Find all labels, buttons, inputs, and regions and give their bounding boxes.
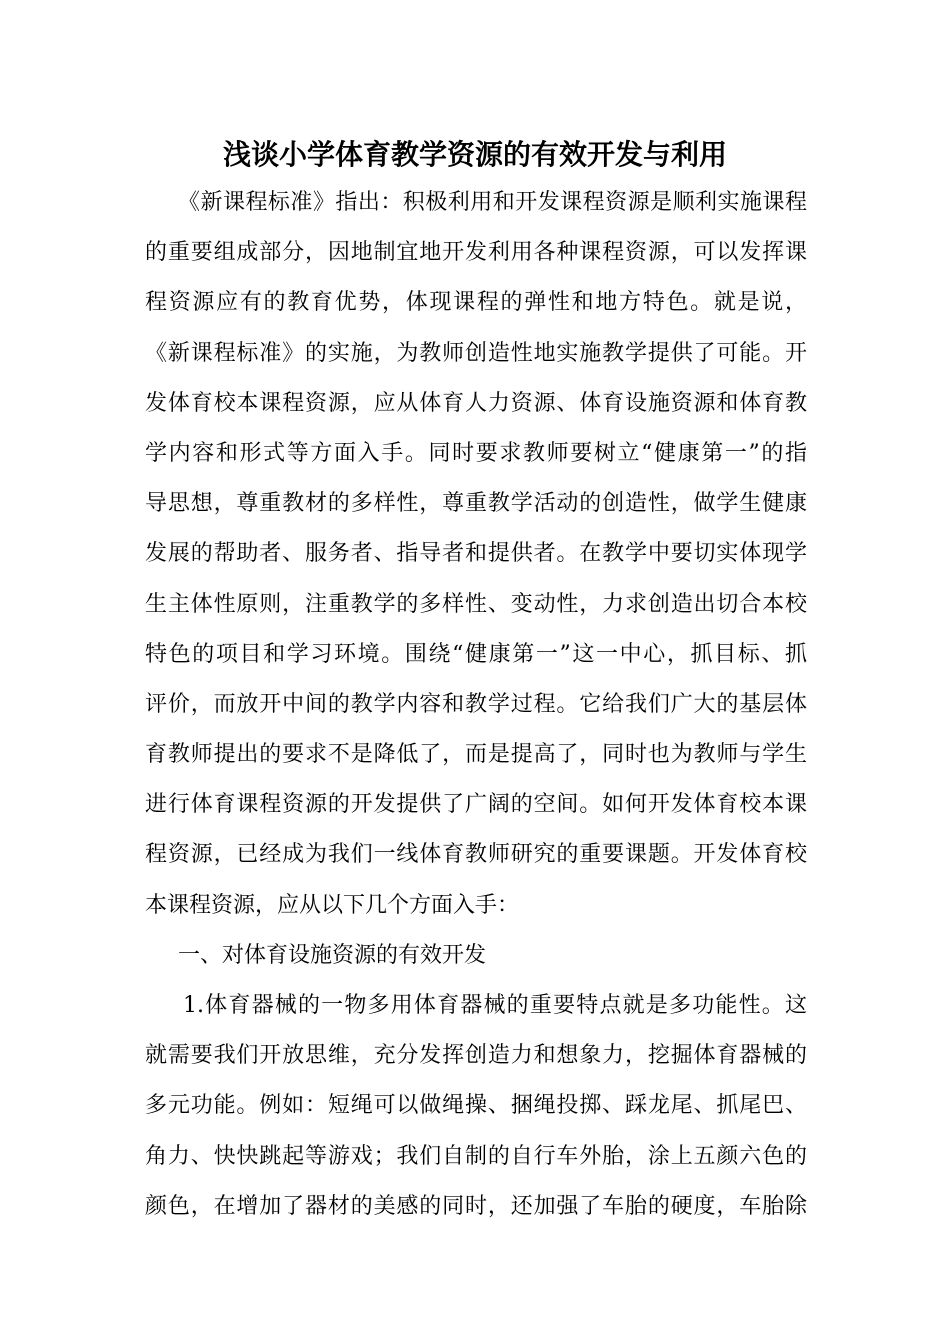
body-line: 本课程资源，应从以下几个方面入手： <box>145 892 520 918</box>
body-line: 《新课程标准》的实施，为教师创造性地实施教学提供了可能。开 <box>145 340 807 366</box>
body-line: 生主体性原则，注重教学的多样性、变动性，力求创造出切合本校 <box>145 591 807 617</box>
body-line: 导思想，尊重教材的多样性，尊重教学活动的创造性，做学生健康 <box>145 491 807 517</box>
body-line: 就需要我们开放思维，充分发挥创造力和想象力，挖掘体育器械的 <box>145 1043 807 1069</box>
body-line: 颜色，在增加了器材的美感的同时，还加强了车胎的硬度，车胎除 <box>145 1193 807 1219</box>
body-line: 的重要组成部分，因地制宜地开发利用各种课程资源，可以发挥课 <box>145 240 807 266</box>
document-title: 浅谈小学体育教学资源的有效开发与利用 <box>222 138 727 171</box>
body-line: 发体育校本课程资源，应从体育人力资源、体育设施资源和体育教 <box>145 390 807 416</box>
body-line: 《新课程标准》指出：积极利用和开发课程资源是顺利实施课程 <box>178 190 807 215</box>
body-line: 角力、快快跳起等游戏；我们自制的自行车外胎，涂上五颜六色的 <box>145 1143 807 1169</box>
body-line: 程资源应有的教育优势，体现课程的弹性和地方特色。就是说， <box>145 290 807 316</box>
body-line: 程资源，已经成为我们一线体育教师研究的重要课题。开发体育校 <box>145 842 807 868</box>
body-line: 特色的项目和学习环境。围绕“健康第一”这一中心，抓目标、抓 <box>145 641 807 667</box>
body-line: 评价，而放开中间的教学内容和教学过程。它给我们广大的基层体 <box>145 691 807 717</box>
body-line: 发展的帮助者、服务者、指导者和提供者。在教学中要切实体现学 <box>145 541 807 567</box>
body-line: 进行体育课程资源的开发提供了广阔的空间。如何开发体育校本课 <box>145 792 807 818</box>
body-line: 多元功能。例如：短绳可以做绳操、捆绳投掷、踩龙尾、抓尾巴、 <box>145 1093 807 1119</box>
body-line: 1.体育器械的一物多用体育器械的重要特点就是多功能性。这 <box>183 993 807 1018</box>
body-line: 育教师提出的要求不是降低了，而是提高了，同时也为教师与学生 <box>145 742 807 768</box>
document-body <box>145 178 807 1232</box>
section-heading: 一、对体育设施资源的有效开发 <box>178 942 487 968</box>
body-line: 学内容和形式等方面入手。同时要求教师要树立“健康第一”的指 <box>145 440 807 466</box>
